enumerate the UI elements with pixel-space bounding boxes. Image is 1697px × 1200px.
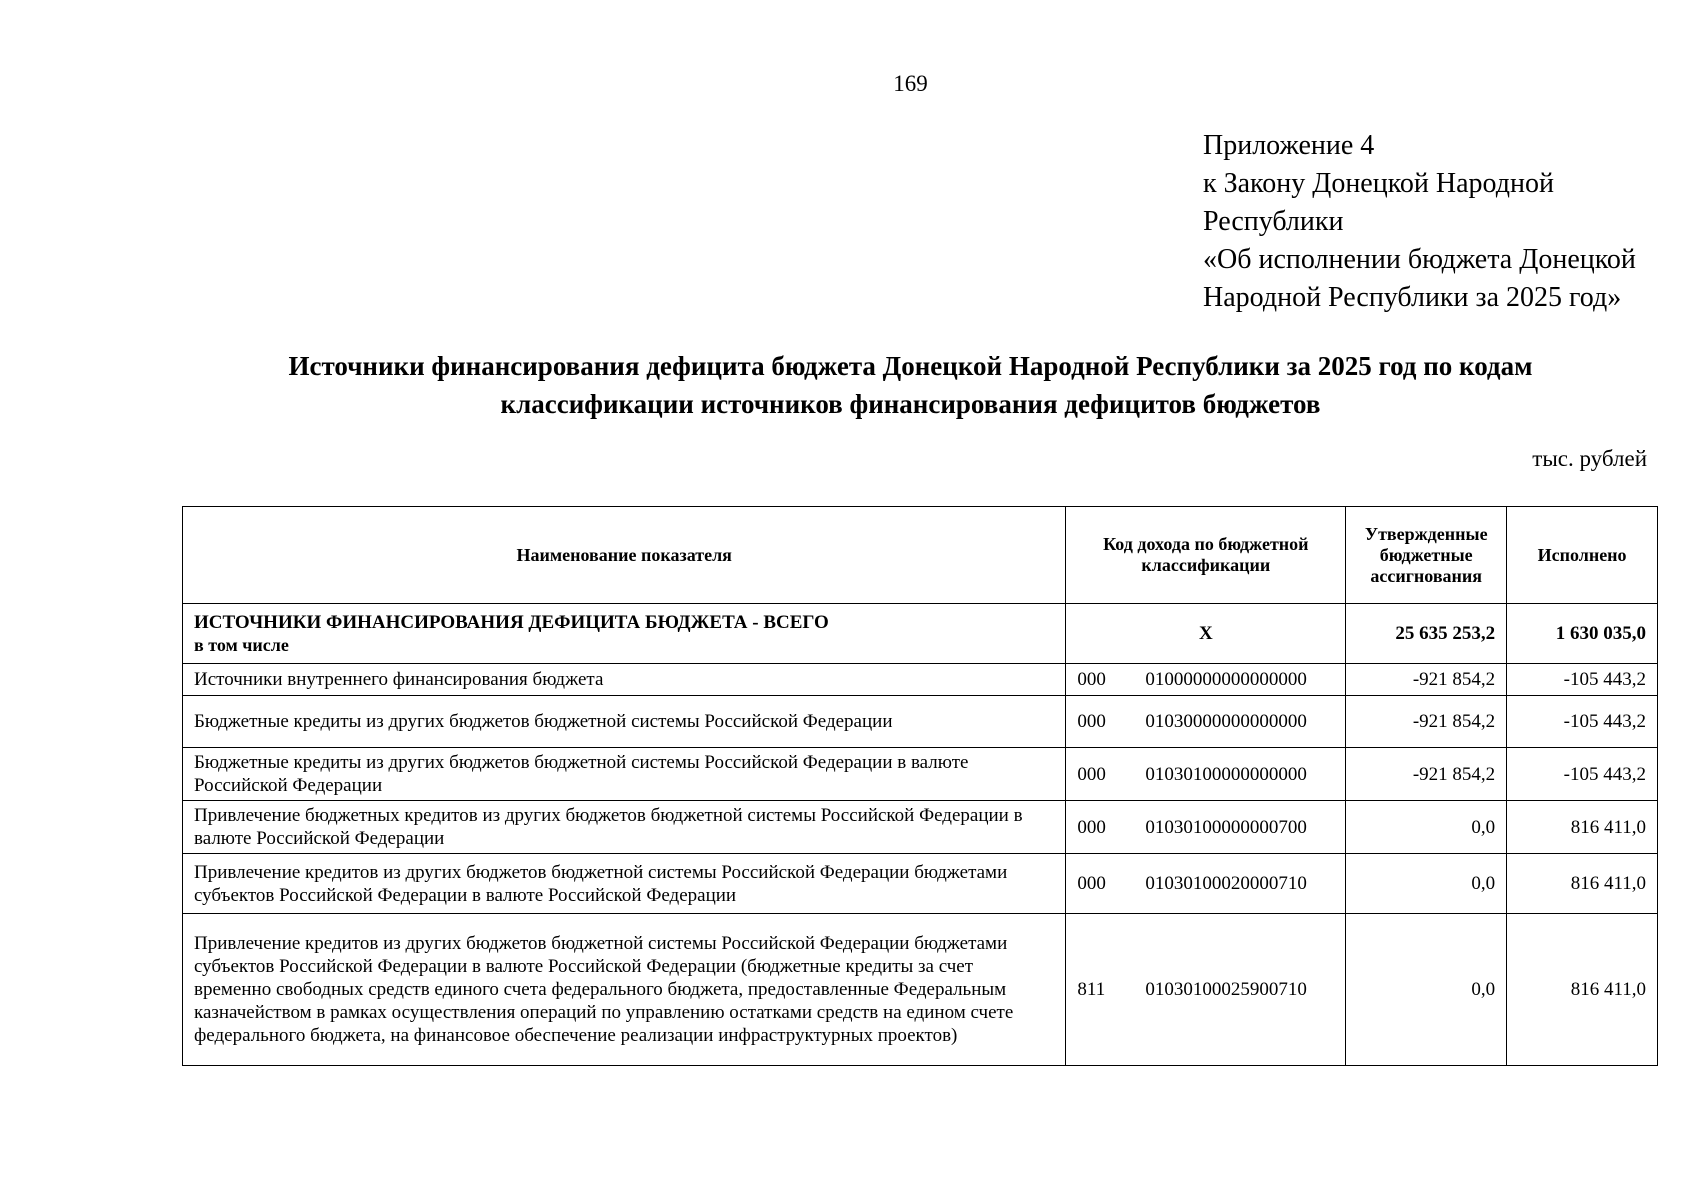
- row-admin-code: 000: [1077, 669, 1106, 690]
- document-title: [200, 347, 1621, 423]
- row-name: Привлечение кредитов из других бюджетов бюджетной системы Российской Федерации бюджетами субъектов Российской Федерации в валюте Российской Федерации (бюджетные кредиты за счет временно свободных средств единого счета федерального бюджета, предоставленные Федеральным казначейством в рамках осуществления операций по управлению остатками средств на едином счете федерального бюджета, на финансовое обеспечение реализации инфраструктурных проектов): [183, 914, 1066, 1066]
- appendix-note: [1203, 127, 1673, 317]
- row-code-cell: [1066, 914, 1346, 1066]
- row-approved: 0,0: [1346, 854, 1507, 914]
- financing-sources-table: [182, 506, 1658, 1066]
- row-name: Источники внутреннего финансирования бюджета: [183, 664, 1066, 696]
- appendix-line: «Об исполнении бюджета Донецкой: [1203, 244, 1636, 275]
- row-code: 01030100025900710: [1145, 979, 1307, 1000]
- table-row: [183, 914, 1658, 1066]
- row-admin-code: 000: [1077, 816, 1106, 838]
- header-name: Наименование показателя: [183, 507, 1066, 604]
- row-name: Бюджетные кредиты из других бюджетов бюджетной системы Российской Федерации: [183, 696, 1066, 748]
- row-admin-code: 000: [1077, 763, 1106, 785]
- row-admin-code: 000: [1077, 873, 1106, 894]
- row-code: 01000000000000000: [1145, 669, 1307, 690]
- row-code: 01030100000000700: [1145, 816, 1307, 838]
- table-total-row: [183, 604, 1658, 664]
- page-number: 169: [893, 71, 928, 96]
- row-approved: -921 854,2: [1346, 748, 1507, 801]
- row-code: 01030100000000000: [1145, 763, 1307, 785]
- row-code: 01030000000000000: [1145, 711, 1307, 732]
- row-approved: 0,0: [1346, 914, 1507, 1066]
- appendix-line: Республики: [1203, 206, 1344, 237]
- row-name: Бюджетные кредиты из других бюджетов бюджетной системы Российской Федерации в валюте Российской Федерации: [183, 748, 1066, 801]
- total-approved: 25 635 253,2: [1346, 604, 1507, 664]
- header-code: Код дохода по бюджетной классификации: [1066, 507, 1346, 604]
- table-header-row: [183, 507, 1658, 604]
- row-approved: -921 854,2: [1346, 664, 1507, 696]
- row-executed: 816 411,0: [1507, 801, 1658, 854]
- unit-label: тыс. рублей: [1532, 446, 1647, 471]
- title-line: Источники финансирования дефицита бюджета Донецкой Народной Республики за 2025 год по кодам: [288, 351, 1533, 381]
- row-code-cell: [1066, 748, 1346, 801]
- total-code: X: [1066, 604, 1346, 664]
- row-executed: 816 411,0: [1507, 854, 1658, 914]
- row-name: Привлечение бюджетных кредитов из других бюджетов бюджетной системы Российской Федерации в валюте Российской Федерации: [183, 801, 1066, 854]
- row-code-cell: [1066, 854, 1346, 914]
- row-executed: -105 443,2: [1507, 748, 1658, 801]
- table-row: [183, 854, 1658, 914]
- table-row: [183, 801, 1658, 854]
- table-row: [183, 748, 1658, 801]
- row-executed: -105 443,2: [1507, 696, 1658, 748]
- row-code: 01030100020000710: [1145, 873, 1307, 894]
- total-executed: 1 630 035,0: [1507, 604, 1658, 664]
- row-executed: 816 411,0: [1507, 914, 1658, 1066]
- header-executed: Исполнено: [1507, 507, 1658, 604]
- total-subtitle: в том числе: [194, 634, 289, 655]
- row-code-cell: [1066, 664, 1346, 696]
- table-row: [183, 664, 1658, 696]
- appendix-line: Приложение 4: [1203, 130, 1375, 161]
- header-approved: Утвержденные бюджетные ассигнования: [1346, 507, 1507, 604]
- total-name-cell: [183, 604, 1066, 664]
- row-executed: -105 443,2: [1507, 664, 1658, 696]
- row-code-cell: [1066, 801, 1346, 854]
- title-line: классификации источников финансирования дефицитов бюджетов: [500, 389, 1321, 419]
- appendix-line: Народной Республики за 2025 год»: [1203, 282, 1622, 313]
- total-name: ИСТОЧНИКИ ФИНАНСИРОВАНИЯ ДЕФИЦИТА БЮДЖЕТА - ВСЕГО: [194, 611, 829, 633]
- table-row: [183, 696, 1658, 748]
- row-name: Привлечение кредитов из других бюджетов бюджетной системы Российской Федерации бюджетами субъектов Российской Федерации в валюте Российской Федерации: [183, 854, 1066, 914]
- row-admin-code: 000: [1077, 711, 1106, 732]
- row-approved: 0,0: [1346, 801, 1507, 854]
- row-approved: -921 854,2: [1346, 696, 1507, 748]
- appendix-line: к Закону Донецкой Народной: [1203, 168, 1554, 199]
- row-code-cell: [1066, 696, 1346, 748]
- row-admin-code: 811: [1077, 979, 1106, 1000]
